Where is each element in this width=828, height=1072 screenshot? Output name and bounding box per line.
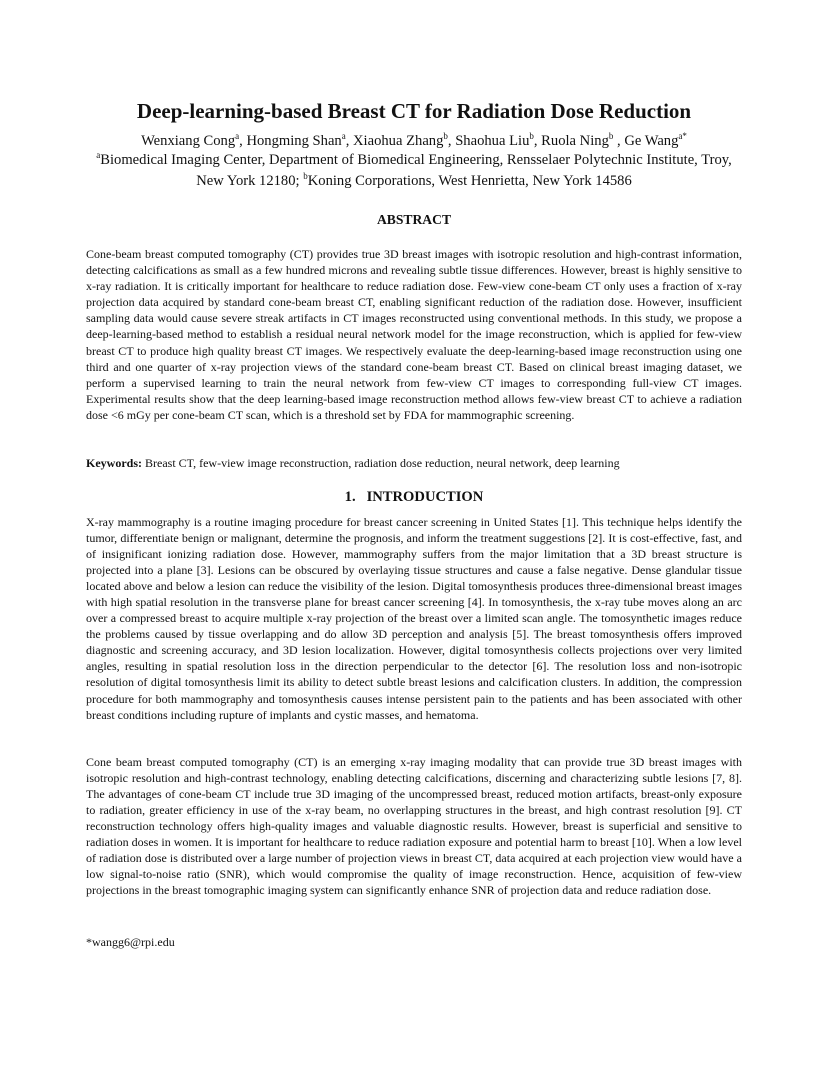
author-affiliation-mark: a [341, 131, 346, 142]
author-separator: , [613, 133, 625, 149]
author-separator: , [345, 133, 354, 149]
affiliation-mark: a [96, 150, 101, 161]
author-affiliation-mark: b [529, 131, 534, 142]
keywords-label: Keywords: [86, 456, 142, 470]
abstract-body: Cone-beam breast computed tomography (CT) provides true 3D breast images with isotropic resolution and high-contrast information, detecting calcifications as small as a few hundred microns and revealing subtle tissue differences. However, breast is highly sensitive to x-ray radiation. It is critically important for healthcare to reduce radiation dose. Few-view cone-beam CT only uses a fraction of x-ray projection data acquired by standard cone-beam breast CT, enabling significant reduction of the radiation dose. However, insufficient sampling data would cause severe streak artifacts in CT images reconstructed using conventional methods. In this study, we propose a deep-learning-based method to establish a residual neural network model for the image reconstruction, which is applied for few-view breast CT to produce high quality breast CT images. We respectively evaluate the deep-learning-based image reconstruction using one third and one quarter of x-ray projection views of the standard cone-beam breast CT. Based on clinical breast imaging dataset, we perform a supervised learning to train the neural network from few-view CT images to corresponding full-view CT images. Experimental results show that the deep learning-based image reconstruction method allows few-view breast CT to achieve a radiation dose <6 mGy per cone-beam CT scan, which is a threshold set by FDA for mammographic screening. [86, 247, 742, 422]
author-name: Wenxiang Cong [141, 133, 236, 149]
author-affiliation-mark: b [608, 131, 614, 142]
author-name: Ruola Ning [541, 133, 609, 149]
affiliations [92, 150, 736, 192]
author-separator: , [447, 133, 456, 149]
keywords-text: Breast CT, few-view image reconstruction, radiation dose reduction, neural network, deep learning [142, 456, 620, 470]
author-name: Hongming Shan [246, 133, 342, 149]
body-paragraph: X-ray mammography is a routine imaging procedure for breast cancer screening in United States [1]. This technique helps identify the tumor, differentiate benign or malignant, determine the prognosis, and inform the treatment suggestions [2]. It is cost-effective, fast, and of insignificant ionizing radiation dose. However, mammography suffers from the major limitation that a 3D breast structure is projected into a plane [3]. Lesions can be obscured by overlaying tissue structures and cause a false negative. Dense glandular tissue located above and below a lesion can reduce the visibility of the lesion. Digital tomosynthesis produces three-dimensional breast images with high spatial resolution in the transverse plane for breast cancer screening [4]. In tomosynthesis, the x-ray tube moves along an arc over a compressed breast to acquire multiple x-ray projection of the breast over a limited scan angle. The tomosynthetic images reduce the problems caused by tissue overlapping and do allow 3D perception and analysis [5]. The breast tomosynthesis offers improved diagnostic and screening accuracy, and 3D lesion localization. However, digital tomosynthesis collects projections over very limited angles, resulting in spatial resolution loss in the direction perpendicular to the detector [6]. The resolution loss and non-isotropic resolution of digital tomosynthesis limit its ability to detect subtle breast lesions and calcification clusters. In addition, the compression procedure for both mammography and tomosynthesis causes intense persistent pain to the patients and has been associated with other breast conditions including rupture of implants and cystic masses, and hematoma. [86, 515, 742, 722]
author-affiliation-mark: a* [678, 131, 687, 142]
author-name: Xiaohua Zhang [353, 133, 444, 149]
author-name: Shaohua Liu [455, 133, 530, 149]
affiliation-text: Koning Corporations, West Henrietta, New York 14586 [307, 173, 632, 189]
footnote-email: *wangg6@rpi.edu [86, 935, 175, 949]
body-paragraph: Cone beam breast computed tomography (CT) is an emerging x-ray imaging modality that can provide true 3D breast images with isotropic resolution and high-contrast technology, enabling detecting calcifications, discerning and characterizing subtle lesions [7, 8]. The advantages of cone-beam CT include true 3D imaging of the uncompressed breast, reduced motion artifacts, breast-only exposure to radiation, greater efficiency in use of the x-ray beam, no overlapping structures in the breast, and high contrast resolution [9]. CT reconstruction technology offers high-quality images and valuable diagnostic results. However, breast is superficial and sensitive to radiation doses in women. It is important for healthcare to reduce radiation exposure and potential harm to breast [10]. When a low level of radiation dose is distributed over a large number of projection views in breast CT, data acquired at each projection view would have a low signal-to-noise ratio (SNR), which would compromise the quality of image reconstruction. Hence, acquisition of few-view projections in the breast tomographic imaging system can significantly enhance SNR of projection data and reduce radiation dose. [86, 755, 742, 898]
author-separator: , [533, 133, 542, 149]
affiliation-mark: b [303, 171, 308, 182]
author-affiliation-mark: a [235, 131, 240, 142]
keywords-line [86, 455, 742, 471]
section-heading-introduction: 1. INTRODUCTION [344, 489, 484, 505]
abstract-heading: ABSTRACT [376, 212, 452, 227]
paper-title: Deep-learning-based Breast CT for Radiation Dose Reduction [136, 99, 692, 123]
author-list [0, 131, 828, 152]
author-name: Ge Wang [624, 133, 679, 149]
affiliation-text: Biomedical Imaging Center, Department of Biomedical Engineering, Rensselaer Polytechnic Institute, Troy, New York 12180; [100, 152, 732, 189]
author-affiliation-mark: b [443, 131, 448, 142]
author-separator: , [239, 133, 247, 149]
